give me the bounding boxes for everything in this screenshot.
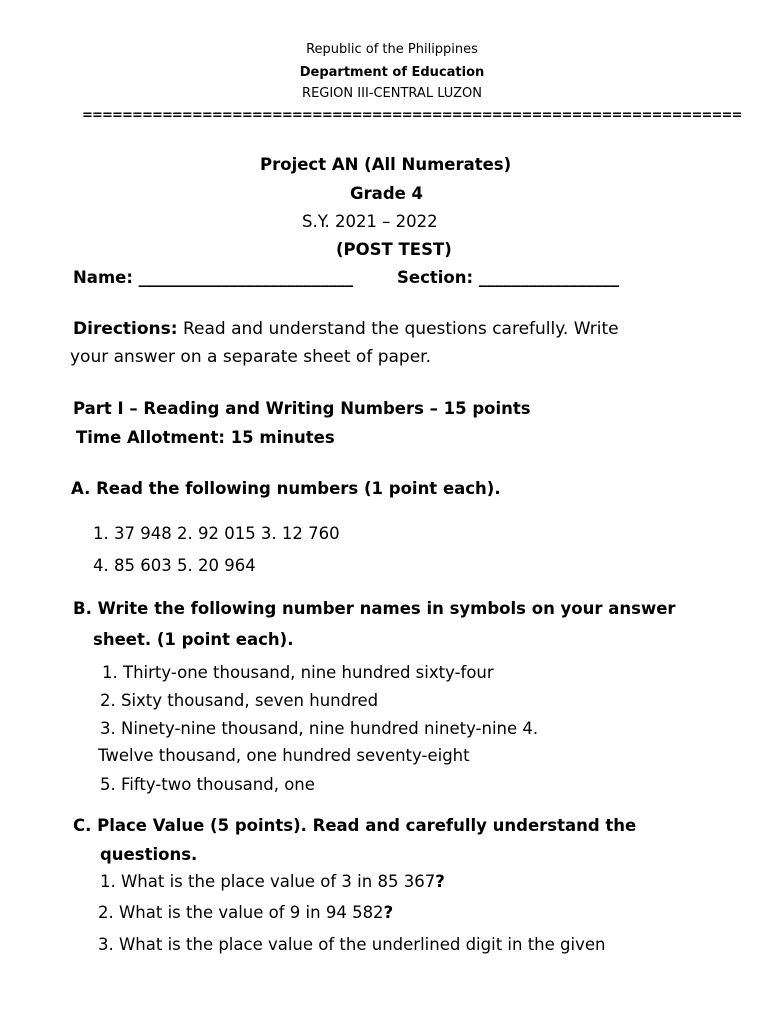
section-b-item: 5. Fifty-two thousand, one bbox=[100, 775, 315, 794]
section-field: Section: _________________ bbox=[397, 268, 620, 287]
header-separator: ================================================================== bbox=[82, 108, 742, 123]
section-b-heading-line1: B. Write the following number names in symbols on your answer bbox=[73, 599, 676, 618]
directions-line1 bbox=[73, 319, 619, 339]
section-b-item: 2. Sixty thousand, seven hundred bbox=[100, 691, 379, 710]
directions-line2: your answer on a separate sheet of paper. bbox=[70, 347, 431, 367]
directions-text: Read and understand the questions carefully. Write bbox=[177, 319, 619, 339]
directions-label: Directions: bbox=[73, 319, 178, 339]
section-a-line2: 4. 85 603 5. 20 964 bbox=[93, 556, 256, 575]
grade-title: Grade 4 bbox=[350, 184, 424, 203]
header-region: REGION III-CENTRAL LUZON bbox=[302, 86, 482, 101]
section-c-question-3: 3. What is the place value of the underlined digit in the given bbox=[98, 935, 606, 954]
header-department: Department of Education bbox=[299, 65, 485, 80]
section-b-item: 3. Ninety-nine thousand, nine hundred ninety-nine 4. bbox=[100, 719, 539, 738]
part1-time: Time Allotment: 15 minutes bbox=[76, 428, 335, 447]
section-b-item: Twelve thousand, one hundred seventy-eight bbox=[98, 746, 470, 765]
section-c-question-2 bbox=[98, 903, 393, 922]
question-text: 2. What is the value of 9 in 94 582 bbox=[98, 903, 384, 922]
test-type: (POST TEST) bbox=[336, 240, 452, 259]
section-a-heading: A. Read the following numbers (1 point each). bbox=[71, 479, 501, 498]
section-c-heading-line1: C. Place Value (5 points). Read and carefully understand the bbox=[73, 816, 637, 835]
question-mark: ? bbox=[435, 872, 445, 891]
school-year: S.Y. 2021 – 2022 bbox=[302, 212, 438, 231]
part1-heading: Part I – Reading and Writing Numbers – 15 points bbox=[73, 399, 531, 418]
question-mark: ? bbox=[383, 903, 394, 922]
header-republic: Republic of the Philippines bbox=[306, 42, 478, 57]
section-c-heading-line2: questions. bbox=[100, 845, 198, 864]
section-c-question-1 bbox=[100, 872, 445, 891]
section-b-item: 1. Thirty-one thousand, nine hundred sixty-four bbox=[102, 663, 494, 682]
section-b-heading-line2: sheet. (1 point each). bbox=[93, 630, 294, 649]
name-field: Name: __________________________ bbox=[73, 268, 354, 287]
question-text: 1. What is the place value of 3 in 85 367 bbox=[100, 872, 436, 891]
section-a-line1: 1. 37 948 2. 92 015 3. 12 760 bbox=[93, 524, 340, 543]
project-title: Project AN (All Numerates) bbox=[260, 155, 512, 174]
